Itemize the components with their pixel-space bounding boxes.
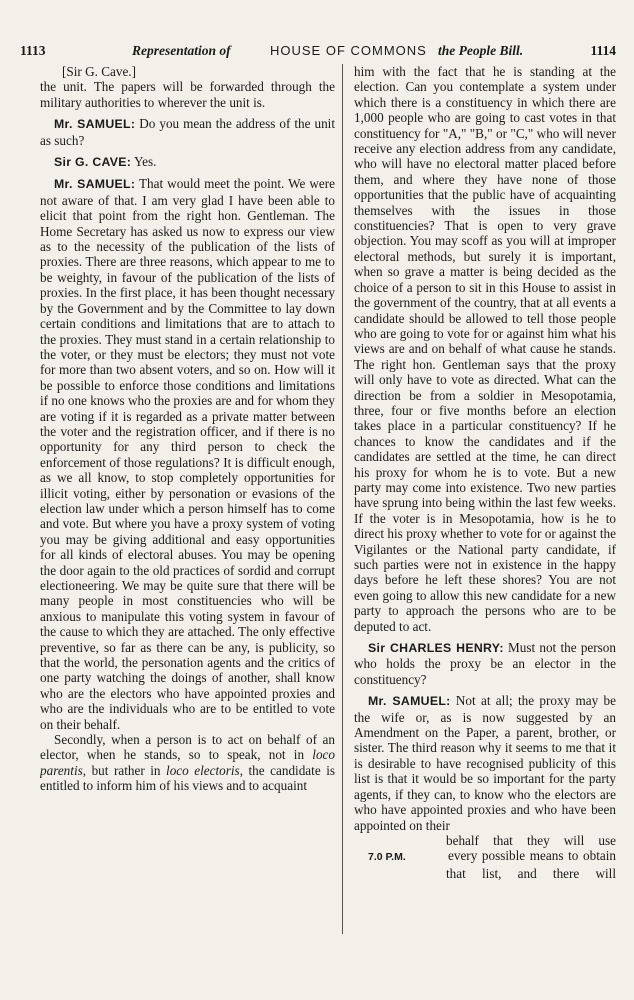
speech-paragraph	[354, 640, 616, 687]
text-run: Secondly, when a person is to act on behalf of an elector, when he stands, so to speak, not in	[40, 732, 335, 763]
center-running-title: HOUSE OF COMMONS	[270, 43, 427, 58]
right-column	[354, 64, 616, 944]
page-header	[20, 42, 616, 60]
column-divider	[342, 64, 343, 934]
speech-text: Yes.	[131, 154, 157, 170]
timestamp-row	[354, 848, 616, 865]
speech-text: Do you mean the address of the unit as such?	[40, 116, 335, 148]
left-column	[40, 64, 335, 944]
latin-phrase: loco parentis	[40, 747, 335, 778]
speaker-name: Mr. SAMUEL:	[54, 117, 136, 132]
speech-paragraph	[354, 693, 616, 833]
right-running-title: the People Bill.	[438, 43, 524, 58]
text-line: every possible means to obtain	[448, 848, 616, 864]
speech-text: Must not the person who holds the proxy be an elector in the constituency?	[354, 640, 616, 687]
speaker-continuation-note: [Sir G. Cave.]	[62, 64, 136, 79]
timestamp-block	[354, 833, 616, 881]
time-marker: 7.0 P.M.	[368, 851, 406, 864]
latin-phrase: loco electoris	[166, 762, 240, 778]
text-line: behalf that they will use	[446, 832, 616, 848]
right-column-number: 1114	[590, 43, 616, 58]
text-run: , the candidate is entitled to inform him of his views and to acquaint	[40, 762, 335, 794]
speaker-name: Sir CHARLES HENRY:	[368, 641, 504, 656]
text-line: that list, and there will	[446, 865, 616, 881]
speaker-name: Sir G. CAVE:	[54, 155, 132, 170]
paragraph: the unit. The papers will be forwarded through the military authorities to wherever the unit is.	[40, 79, 335, 110]
speech-paragraph	[40, 154, 335, 170]
speaker-name: Mr. SAMUEL:	[368, 694, 451, 709]
text-run: , but rather in	[82, 762, 167, 778]
speech-text: That would meet the point. We were not aware of that. I am very glad I have been able to elicit that point from the right hon. Gentleman. The Home Secretary has asked us now to express our view as to the necessity of the publication of the lists of proxies. There are three reasons, which appear to me to be weighty, in favour of the publication of the lists of proxies. In the first place, it has been thought necessary by the Government and by the Committee to lay down certain conditions and limitations that are to attach to the proxies. They must stand in a certain relationship to the voter, or they must be electors; they must not vote for more than two absent voters, and so on. How will it be possible to enforce those conditions and limitations if no one knows who the proxies are and for whom they are voting if it is regarded as a private matter between the voter and the registration officer, and if there is no opportunity for any third person to check the enforcement of those regulations? It is difficult enough, as we all know, to stop completely opportunities for illicit voting, either by personation or evasions of the election law under which a person himself has to come and vote. But where you have a proxy system of voting you may be giving additional and easy opportunities for all kinds of electoral abuses. You may be opening the door again to the old practices of sordid and corrupt electioneering. We may be quite sure that there will be many people in most constituencies who will be anxious to manipulate this voting system in favour of the cause to which they are attached. The only effective preventive, so far as there can be any, is publicity, so that the world, the personation agents and the critics of one party watching the doings of another, shall know who are the electors who have appointed proxies and who are the individuals who are to be entitled to vote on their behalf.	[40, 176, 335, 732]
left-running-title: Representation of	[132, 43, 231, 58]
paragraph: him with the fact that he is standing at the election. Can you contemplate a system under which there is a constituency in which there are 1,000 people who are going to cast votes in that constituency for "A," "B," or "C," who will never receive any election address from any candidate, who will have no electoral matter placed before them, and where they have none of those opportunities that the public have of acquainting themselves with the issues in those constituencies? That is open to very grave objection. You may scoff as you will at improper electoral methods, but surely it is important, when so grave a matter is being decided as the choice of a person to sit in this House to assist in the government of the country, that at all events a candidate should be allowed to tell those people who are going to vote for or against him what his views are and on behalf of what cause he stands. The right hon. Gentleman says that the proxy will only have to vote as directed. What can the direction be from a soldier in Mesopotamia, three, four or five months before an election takes place in a particular constituency? If he chances to know the candidates and if the candidates are settled at the time, he can direct his proxy for whom he is to vote. But a new party may come into existence. Two new parties have sprung into being within the last few weeks. If the voter is in Mesopotamia, how is he to direct his proxy whether to vote for or against the Vigilantes or the National party candidate, if such parties were not in existence in the happy days before he left these shores? You are not even going to allow this new candidate for a new party to approach the persons who are to be deputed to act.	[354, 64, 616, 634]
speech-paragraph	[40, 176, 335, 732]
paragraph	[40, 732, 335, 794]
speech-text: Not at all; the proxy may be the wife or, as is now suggested by an Amendment on the Paper, a parent, brother, or sister. The third reason why it seems to me that it is desirable to have recognised publicity of this list is that it would be so important for the party agents, if they can, to know who the electors are who have appointed proxies and who have been appointed on their	[354, 693, 616, 833]
speaker-name: Mr. SAMUEL:	[54, 177, 136, 192]
speech-paragraph	[40, 116, 335, 148]
left-column-number: 1113	[20, 43, 46, 58]
